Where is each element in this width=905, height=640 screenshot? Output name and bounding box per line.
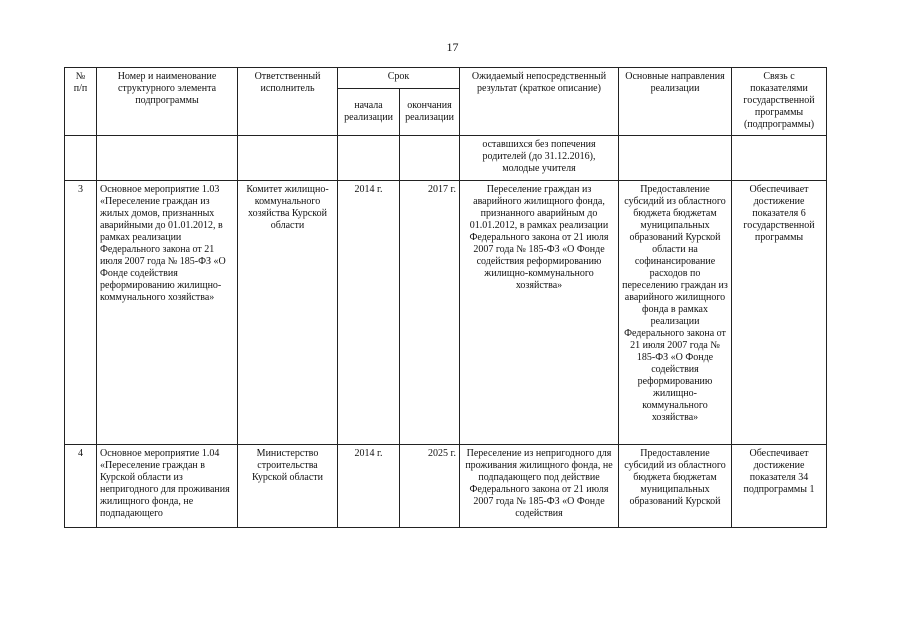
header-directions: Основные направления реализации <box>619 68 732 136</box>
page-number: 17 <box>446 40 459 54</box>
header-link: Связь с показателями государственной программы (подпрограммы) <box>732 68 827 136</box>
header-term: Срок <box>338 68 460 89</box>
row-executor: Министерство строительства Курской области <box>238 445 338 528</box>
row-end: 2025 г. <box>400 445 460 528</box>
header-executor: Ответственный исполнитель <box>238 68 338 136</box>
row-result: Переселение из непригодного для проживания жилищного фонда, не подпадающего под действие Федерального закона от 21 июля 2007 года № 185-ФЗ «О Фонде содействия <box>460 445 619 528</box>
continuation-row <box>65 136 827 181</box>
header-result: Ожидаемый непосредственный результат (краткое описание) <box>460 68 619 136</box>
row-result: Переселение граждан из аварийного жилищного фонда, признанного аварийным до 01.01.2012, в рамках реализации Федерального закона от 21 июля 2007 года № 185-ФЗ «О Фонде содействия реформированию жилищно-коммунального хозяйства» <box>460 181 619 445</box>
program-table <box>64 67 827 528</box>
table-row <box>65 181 827 445</box>
header-start: начала реализации <box>338 89 400 136</box>
header-row <box>65 68 827 89</box>
header-num: № п/п <box>65 68 97 136</box>
row-element: Основное мероприятие 1.04 «Переселение граждан в Курской области из непригодного для проживания жилищного фонда, не подпадающего <box>97 445 238 528</box>
header-element: Номер и наименование структурного элемента подпрограммы <box>97 68 238 136</box>
row-link: Обеспечивает достижение показателя 34 подпрограммы 1 <box>732 445 827 528</box>
row-executor: Комитет жилищно-коммунального хозяйства Курской области <box>238 181 338 445</box>
row-directions: Предоставление субсидий из областного бюджета бюджетам муниципальных образований Курской области на софинансирование расходов по переселению граждан из аварийного жилищного фонда в рамках реализации Федерального закона от 21 июля 2007 года № 185-ФЗ «О Фонде содействия реформированию жилищно-коммунального хозяйства» <box>619 181 732 445</box>
row-num: 3 <box>65 181 97 445</box>
row-link: Обеспечивает достижение показателя 6 государственной программы <box>732 181 827 445</box>
row-start: 2014 г. <box>338 181 400 445</box>
row-element: Основное мероприятие 1.03 «Переселение граждан из жилых домов, признанных аварийными до 01.01.2012, в рамках реализации Федерального закона от 21 июля 2007 года № 185-ФЗ «О Фонде содействия реформированию жилищно-коммунального хозяйства» <box>97 181 238 445</box>
row-end: 2017 г. <box>400 181 460 445</box>
table-row <box>65 445 827 528</box>
header-end: окончания реализации <box>400 89 460 136</box>
continuation-result: оставшихся без попечения родителей (до 31.12.2016), молодые учителя <box>460 136 619 181</box>
row-num: 4 <box>65 445 97 528</box>
row-directions: Предоставление субсидий из областного бюджета бюджетам муниципальных образований Курской <box>619 445 732 528</box>
row-start: 2014 г. <box>338 445 400 528</box>
